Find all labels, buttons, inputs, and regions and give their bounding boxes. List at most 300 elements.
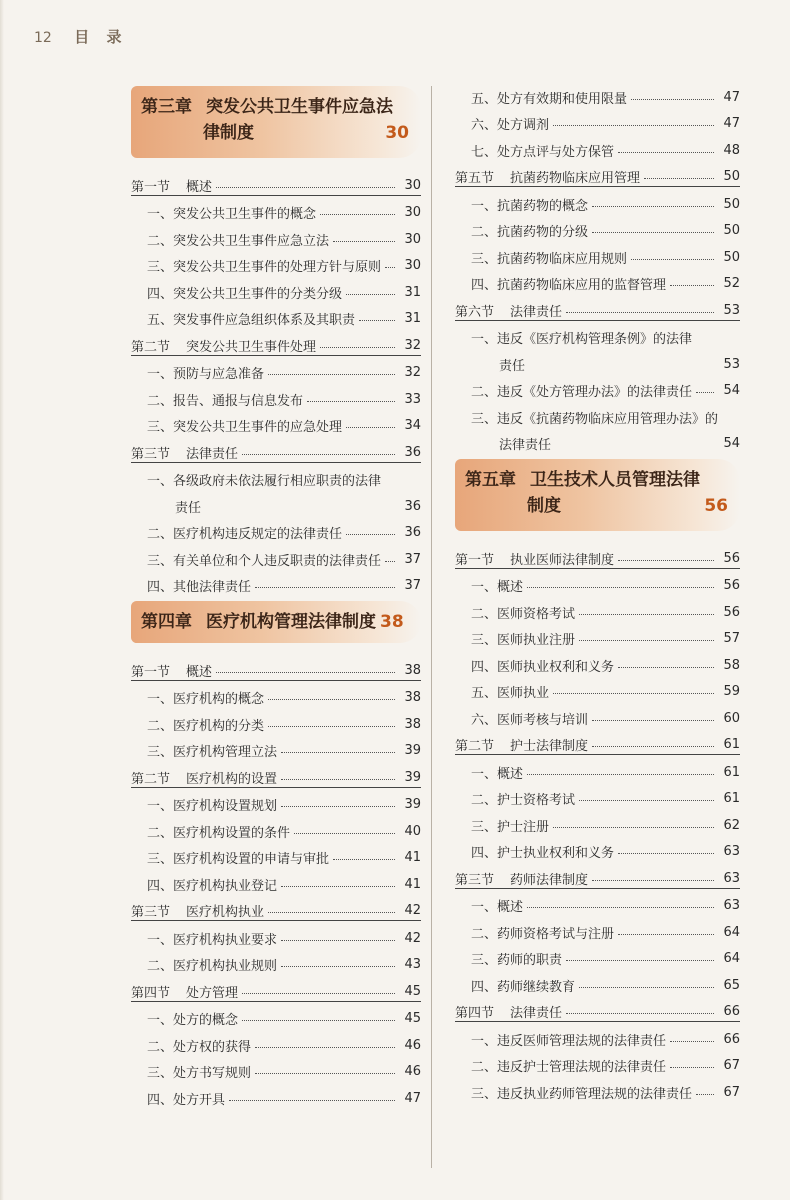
toc-item-row[interactable] [455, 1022, 740, 1049]
section-title: 概述 [186, 664, 213, 680]
toc-item-row[interactable] [131, 867, 421, 894]
dot-leader [618, 934, 714, 935]
running-head [34, 26, 128, 47]
section-text [455, 735, 588, 754]
section-number: 第四节 [131, 985, 171, 1001]
toc-item-row[interactable] [131, 569, 421, 596]
toc-item-row[interactable] [455, 321, 740, 348]
dot-leader [268, 912, 395, 913]
item-title: 二、医疗机构设置的条件 [147, 825, 291, 841]
item-title: 三、医师执业注册 [471, 633, 576, 648]
toc-section-row[interactable] [455, 160, 740, 188]
item-page-number: 33 [404, 391, 421, 407]
section-title: 护士法律制度 [510, 739, 589, 754]
section-page-number: 30 [404, 177, 421, 193]
page-edge [0, 0, 4, 1200]
item-title: 三、处方书写规则 [147, 1066, 252, 1081]
section-text [131, 336, 316, 355]
dot-leader [255, 587, 395, 588]
toc-item-row[interactable] [131, 275, 421, 302]
item-title: 一、概述 [471, 900, 524, 915]
item-title: 三、抗菌药物临床应用规则 [471, 251, 628, 267]
section-title: 医疗机构执业 [186, 905, 265, 920]
toc-item-row[interactable] [455, 648, 740, 675]
item-page-number: 47 [723, 89, 740, 105]
item-page-number: 64 [723, 924, 740, 940]
dot-leader [385, 561, 395, 562]
toc-item-row[interactable] [455, 755, 740, 782]
dot-leader [333, 859, 395, 860]
item-title: 一、抗菌药物的概念 [471, 198, 589, 214]
toc-item-row[interactable] [131, 382, 421, 409]
item-page-number: 37 [404, 551, 421, 567]
section-title: 处方管理 [186, 985, 239, 1001]
section-page-number: 39 [404, 769, 421, 785]
dot-leader [670, 285, 714, 286]
section-title: 法律责任 [510, 1006, 563, 1021]
toc-section-row[interactable] [131, 328, 421, 356]
dot-leader [527, 774, 714, 775]
item-page-number: 67 [723, 1058, 740, 1073]
toc-item-row[interactable] [455, 808, 740, 835]
section-number: 第四节 [455, 1006, 495, 1021]
item-page-number: 60 [723, 710, 740, 726]
dot-leader [385, 267, 395, 268]
toc-item-row[interactable] [455, 622, 740, 649]
item-title: 二、违反护士管理法规的法律责任 [471, 1060, 667, 1075]
item-page-number: 42 [404, 930, 421, 946]
dot-leader [255, 1047, 395, 1048]
item-title: 五、医师执业 [471, 686, 550, 701]
section-title: 药师法律制度 [510, 872, 589, 888]
toc-section-row[interactable] [131, 435, 421, 463]
dot-leader [696, 1094, 714, 1095]
chapter-label: 第三章 [141, 97, 192, 117]
item-title: 四、护士执业权利和义务 [471, 846, 615, 861]
dot-leader [631, 259, 714, 260]
item-page-number: 47 [723, 116, 740, 131]
dot-leader [281, 886, 395, 887]
item-page-number: 54 [723, 383, 740, 398]
dot-leader [670, 1041, 714, 1042]
dot-leader [592, 720, 714, 721]
dot-leader [527, 907, 714, 908]
item-page-number: 67 [723, 1084, 740, 1100]
toc-right-column [455, 80, 740, 1102]
toc-item-row[interactable] [455, 133, 740, 160]
dot-leader [242, 1020, 395, 1021]
item-page-number: 64 [723, 951, 740, 966]
item-title: 二、违反《处方管理办法》的法律责任 [471, 385, 693, 400]
toc-section-row[interactable] [131, 894, 421, 922]
chapter-heading[interactable] [131, 86, 421, 158]
toc-item-row[interactable] [455, 595, 740, 622]
section-text [131, 661, 212, 680]
item-title: 一、医疗机构执业要求 [147, 932, 278, 948]
toc-item-row[interactable] [131, 814, 421, 841]
chapter-heading[interactable] [131, 601, 421, 643]
dot-leader [618, 560, 714, 561]
item-title-cont: 责任 [175, 500, 202, 516]
toc-item-row[interactable] [455, 569, 740, 596]
chapter-title: 卫生技术人员管理法律 [530, 470, 700, 490]
toc-item-row[interactable] [455, 187, 740, 214]
item-title: 三、突发公共卫生事件的应急处理 [147, 420, 343, 435]
item-title: 二、处方权的获得 [147, 1039, 252, 1055]
toc-section-row[interactable] [455, 995, 740, 1023]
item-page-number: 50 [723, 249, 740, 265]
toc-item-row[interactable] [455, 835, 740, 862]
section-page-number: 63 [723, 870, 740, 886]
toc-item-row[interactable] [131, 1028, 421, 1055]
item-title: 二、报告、通报与信息发布 [147, 393, 304, 409]
dot-leader [346, 427, 395, 428]
dot-leader [592, 206, 714, 207]
toc-section-row[interactable] [131, 760, 421, 788]
toc-item-row[interactable] [455, 240, 740, 267]
section-page-number: 42 [404, 903, 421, 918]
dot-leader [268, 374, 395, 375]
item-title: 六、处方调剂 [471, 118, 550, 133]
section-page-number: 66 [723, 1004, 740, 1019]
section-text [131, 768, 277, 787]
dot-leader [333, 241, 395, 242]
toc-item-row[interactable] [131, 409, 421, 436]
toc-item-row[interactable] [455, 701, 740, 728]
toc-item-row[interactable] [455, 214, 740, 241]
item-page-number: 41 [404, 850, 421, 865]
section-text [455, 1002, 562, 1021]
toc-item-continuation[interactable] [131, 489, 421, 516]
running-title: 目 录 [74, 28, 128, 46]
toc-item-row[interactable] [131, 1081, 421, 1108]
chapter-title: 突发公共卫生事件应急法 [206, 97, 393, 117]
item-page-number: 38 [404, 690, 421, 705]
item-page-number: 57 [723, 631, 740, 646]
item-page-number: 66 [723, 1031, 740, 1047]
section-text [455, 869, 588, 888]
dot-leader [229, 1100, 395, 1101]
dot-leader [553, 125, 714, 126]
toc-item-row[interactable] [455, 80, 740, 107]
chapter-label: 第四章 [141, 612, 192, 632]
section-text [455, 549, 614, 568]
item-page-number: 30 [404, 205, 421, 220]
dot-leader [618, 667, 714, 668]
column-divider [431, 86, 432, 1168]
toc-item-row[interactable] [131, 734, 421, 761]
section-number: 第二节 [131, 339, 171, 355]
section-text [131, 176, 212, 195]
toc-item-row[interactable] [455, 889, 740, 916]
item-title: 二、药师资格考试与注册 [471, 926, 615, 942]
item-title: 二、医师资格考试 [471, 606, 576, 622]
item-title: 一、概述 [471, 766, 524, 782]
item-page-number: 53 [723, 356, 740, 372]
dot-leader [670, 1067, 714, 1068]
item-page-number: 58 [723, 657, 740, 673]
dot-leader [618, 152, 714, 153]
toc-item-row[interactable] [131, 516, 421, 543]
item-title: 二、医疗机构的分类 [147, 718, 265, 734]
item-title: 三、违反执业药师管理法规的法律责任 [471, 1086, 693, 1102]
dot-leader [631, 99, 714, 100]
toc-item-row[interactable] [131, 1002, 421, 1029]
item-page-number: 61 [723, 764, 740, 780]
dot-leader [566, 1013, 714, 1014]
dot-leader [553, 827, 714, 828]
dot-leader [281, 752, 395, 753]
toc-item-row[interactable] [131, 841, 421, 868]
toc-item-row[interactable] [131, 1055, 421, 1082]
item-title: 一、突发公共卫生事件的概念 [147, 207, 317, 222]
dot-leader [592, 746, 714, 747]
toc-item-row[interactable] [455, 267, 740, 294]
dot-leader [216, 672, 395, 673]
toc-item-row[interactable] [131, 707, 421, 734]
chapter-page-number: 56 [704, 496, 728, 516]
item-page-number: 45 [404, 1011, 421, 1026]
toc-item-row[interactable] [455, 782, 740, 809]
toc-item-row[interactable] [455, 942, 740, 969]
section-number: 第三节 [131, 446, 171, 462]
section-title: 概述 [186, 179, 213, 195]
item-title: 一、处方的概念 [147, 1013, 239, 1028]
section-text [455, 167, 640, 186]
section-text [131, 443, 238, 462]
toc-item-row[interactable] [131, 681, 421, 708]
section-title: 医疗机构的设置 [186, 771, 278, 787]
item-page-number: 48 [723, 142, 740, 158]
dot-leader [527, 587, 714, 588]
item-page-number: 31 [404, 284, 421, 300]
item-page-number: 39 [404, 797, 421, 812]
toc-item-row[interactable] [131, 249, 421, 276]
item-page-number: 30 [404, 258, 421, 273]
dot-leader [268, 726, 395, 727]
item-page-number: 63 [723, 898, 740, 913]
item-page-number: 36 [404, 525, 421, 540]
dot-leader [242, 454, 395, 455]
dot-leader [579, 640, 714, 641]
section-number: 第六节 [455, 304, 495, 320]
toc-item-row[interactable] [455, 400, 740, 427]
dot-leader [255, 1073, 395, 1074]
item-page-number: 36 [404, 498, 421, 514]
section-page-number: 61 [723, 737, 740, 752]
item-page-number: 63 [723, 844, 740, 859]
toc-item-row[interactable] [131, 356, 421, 383]
chapter-title: 医疗机构管理法律制度 [206, 612, 376, 632]
dot-leader [566, 312, 714, 313]
item-page-number: 46 [404, 1037, 421, 1053]
item-title: 四、药师继续教育 [471, 979, 576, 995]
toc-item-row[interactable] [131, 921, 421, 948]
section-text [455, 301, 562, 320]
item-title: 一、预防与应急准备 [147, 367, 265, 382]
toc-item-row[interactable] [455, 107, 740, 134]
toc-item-row[interactable] [131, 542, 421, 569]
toc-item-continuation[interactable] [455, 427, 740, 454]
item-title: 五、处方有效期和使用限量 [471, 91, 628, 107]
section-number: 第一节 [131, 664, 171, 680]
chapter-title-line [141, 94, 409, 120]
toc-left-column [131, 80, 421, 1108]
item-title: 三、医疗机构设置的申请与审批 [147, 852, 330, 867]
section-number: 第三节 [131, 905, 171, 920]
dot-leader [346, 534, 395, 535]
page-number: 12 [34, 30, 52, 46]
item-page-number: 50 [723, 196, 740, 212]
item-title: 一、医疗机构设置规划 [147, 799, 278, 814]
dot-leader [281, 966, 395, 967]
item-page-number: 56 [723, 604, 740, 620]
dot-leader [307, 401, 395, 402]
toc-item-continuation[interactable] [455, 347, 740, 374]
item-title: 六、医师考核与培训 [471, 712, 589, 728]
dot-leader [281, 806, 395, 807]
toc-item-row[interactable] [455, 1049, 740, 1076]
item-page-number: 34 [404, 418, 421, 433]
item-title-cont: 责任 [499, 358, 526, 374]
toc-section-row[interactable] [131, 653, 421, 681]
toc-item-row[interactable] [455, 1075, 740, 1102]
section-number: 第二节 [455, 739, 495, 754]
chapter-label: 第五章 [465, 470, 516, 490]
section-page-number: 45 [404, 983, 421, 999]
toc-item-row[interactable] [455, 915, 740, 942]
item-title: 二、突发公共卫生事件应急立法 [147, 233, 330, 249]
item-title: 四、医疗机构执业登记 [147, 878, 278, 894]
dot-leader [592, 232, 714, 233]
item-title: 一、医疗机构的概念 [147, 692, 265, 707]
section-title: 法律责任 [186, 446, 239, 462]
dot-leader [644, 178, 714, 179]
dot-leader [579, 987, 714, 988]
toc-item-row[interactable] [131, 948, 421, 975]
toc-item-row[interactable] [131, 788, 421, 815]
item-page-number: 32 [404, 365, 421, 380]
item-title: 五、突发事件应急组织体系及其职责 [147, 313, 356, 328]
item-page-number: 41 [404, 876, 421, 892]
section-number: 第三节 [455, 872, 495, 888]
toc-item-row[interactable] [131, 302, 421, 329]
dot-leader [618, 853, 714, 854]
toc-section-row[interactable] [455, 293, 740, 321]
item-title: 一、概述 [471, 580, 524, 595]
toc-item-row[interactable] [455, 374, 740, 401]
item-title: 三、违反《抗菌药物临床应用管理办法》的 [471, 411, 719, 427]
item-title: 三、医疗机构管理立法 [147, 745, 278, 760]
dot-leader [566, 960, 714, 961]
item-title: 四、其他法律责任 [147, 580, 252, 595]
toc-item-row[interactable] [455, 675, 740, 702]
item-page-number: 52 [723, 276, 740, 291]
item-page-number: 43 [404, 957, 421, 972]
dot-leader [242, 993, 395, 994]
section-page-number: 53 [723, 302, 740, 318]
dot-leader [320, 347, 395, 348]
dot-leader [346, 294, 395, 295]
item-page-number: 30 [404, 231, 421, 247]
toc-section-row[interactable] [455, 541, 740, 569]
item-page-number: 47 [404, 1090, 421, 1106]
section-title: 法律责任 [510, 304, 563, 320]
item-title: 四、处方开具 [147, 1092, 226, 1108]
toc-item-row[interactable] [455, 968, 740, 995]
item-page-number: 31 [404, 311, 421, 326]
item-page-number: 62 [723, 817, 740, 833]
item-title: 一、违反医师管理法规的法律责任 [471, 1033, 667, 1049]
item-title: 三、突发公共卫生事件的处理方针与原则 [147, 260, 382, 275]
item-page-number: 56 [723, 578, 740, 593]
dot-leader [579, 800, 714, 801]
item-page-number: 59 [723, 684, 740, 699]
item-title: 四、医师执业权利和义务 [471, 659, 615, 675]
section-number: 第一节 [131, 179, 171, 195]
item-page-number: 54 [723, 436, 740, 451]
section-page-number: 32 [404, 337, 421, 353]
section-number: 第一节 [455, 552, 495, 568]
dot-leader [359, 320, 395, 321]
item-title: 四、抗菌药物临床应用的监督管理 [471, 278, 667, 293]
dot-leader [553, 693, 714, 694]
item-page-number: 50 [723, 223, 740, 238]
section-title: 抗菌药物临床应用管理 [510, 171, 641, 186]
toc-section-row[interactable] [131, 974, 421, 1002]
item-page-number: 39 [404, 743, 421, 758]
dot-leader [696, 392, 714, 393]
section-page-number: 50 [723, 169, 740, 184]
item-page-number: 61 [723, 791, 740, 806]
toc-section-row[interactable] [455, 861, 740, 889]
section-number: 第二节 [131, 771, 171, 787]
dot-leader [294, 833, 395, 834]
toc-item-row[interactable] [131, 222, 421, 249]
item-page-number: 65 [723, 977, 740, 993]
item-title: 一、各级政府未依法履行相应职责的法律 [147, 474, 382, 489]
dot-leader [216, 187, 395, 188]
toc-item-row[interactable] [131, 463, 421, 490]
item-title: 七、处方点评与处方保管 [471, 144, 615, 160]
toc-section-row[interactable] [455, 728, 740, 756]
item-page-number: 37 [404, 578, 421, 593]
dot-leader [281, 779, 395, 780]
chapter-heading[interactable] [455, 459, 740, 531]
item-title: 三、药师的职责 [471, 953, 563, 968]
dot-leader [320, 214, 395, 215]
item-title: 三、有关单位和个人违反职责的法律责任 [147, 553, 382, 569]
section-page-number: 38 [404, 662, 421, 678]
toc-item-row[interactable] [131, 196, 421, 223]
section-page-number: 56 [723, 550, 740, 566]
section-text [131, 901, 264, 920]
section-page-number: 36 [404, 444, 421, 460]
item-title: 三、护士注册 [471, 819, 550, 835]
chapter-title-line-2 [465, 493, 728, 519]
item-title: 四、突发公共卫生事件的分类分级 [147, 286, 343, 302]
item-title: 二、医疗机构执业规则 [147, 959, 278, 974]
chapter-title-line [465, 467, 728, 493]
item-title: 二、抗菌药物的分级 [471, 225, 589, 240]
item-title: 二、医疗机构违反规定的法律责任 [147, 527, 343, 542]
section-title: 突发公共卫生事件处理 [186, 339, 317, 355]
section-number: 第五节 [455, 171, 495, 186]
chapter-title-cont: 制度 [527, 496, 561, 516]
item-page-number: 38 [404, 716, 421, 732]
toc-section-row[interactable] [131, 168, 421, 196]
chapter-title-line-2 [141, 120, 409, 146]
